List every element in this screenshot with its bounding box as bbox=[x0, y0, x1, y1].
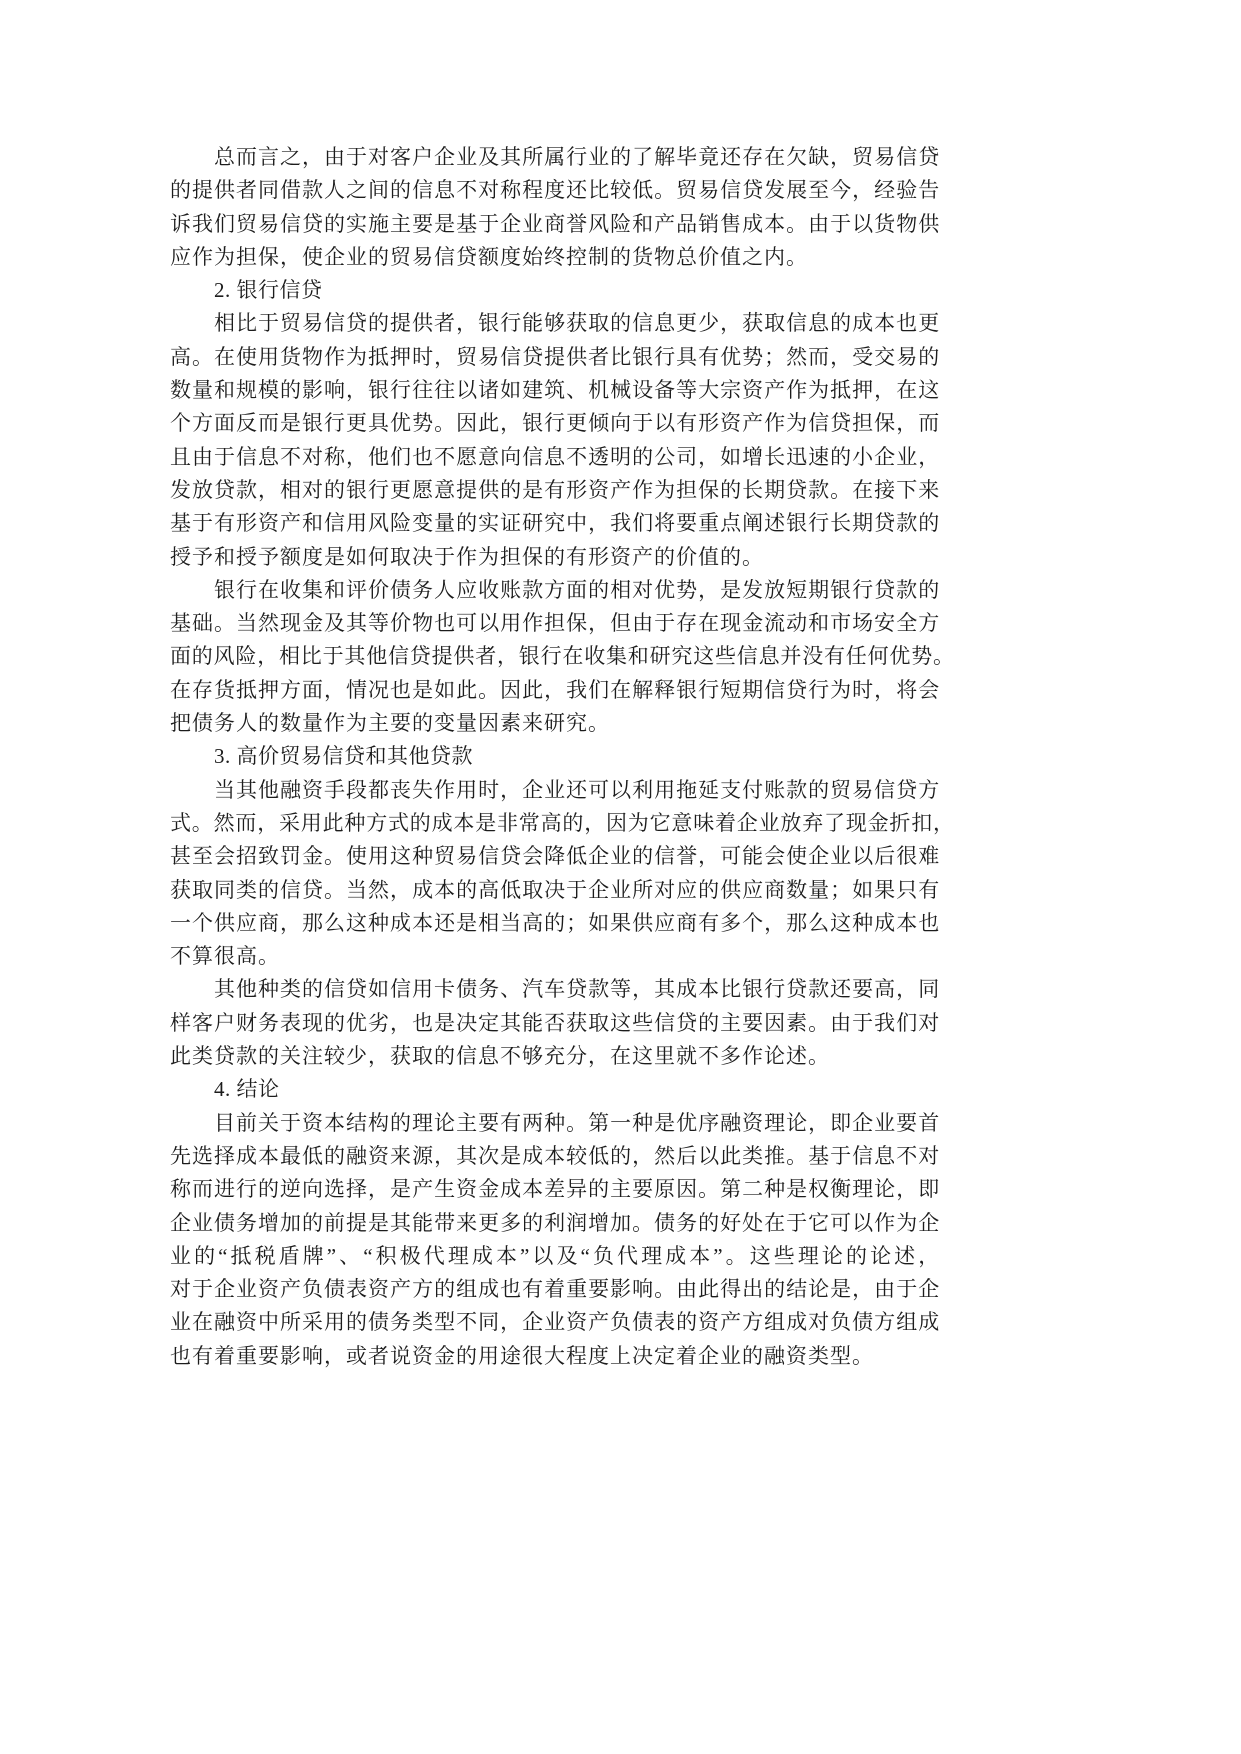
paragraph-line: 高。在使用货物作为抵押时，贸易信贷提供者比银行具有优势；然而，受交易的 bbox=[170, 344, 940, 369]
paragraph-line: 面的风险，相比于其他信贷提供者，银行在收集和研究这些信息并没有任何优势。 bbox=[170, 644, 955, 669]
paragraph-line: 当其他融资手段都丧失作用时，企业还可以利用拖延支付账款的贸易信贷方 bbox=[214, 777, 940, 802]
section-heading-conclusion: 4. 结论 bbox=[214, 1077, 280, 1102]
paragraph-line: 其他种类的信贷如信用卡债务、汽车贷款等，其成本比银行贷款还要高，同 bbox=[214, 977, 940, 1002]
paragraph-line: 个方面反而是银行更具优势。因此，银行更倾向于以有形资产作为信贷担保，而 bbox=[170, 411, 940, 436]
paragraph-line: 的提供者同借款人之间的信息不对称程度还比较低。贸易信贷发展至今，经验告 bbox=[170, 178, 940, 203]
paragraph-line: 且由于信息不对称，他们也不愿意向信息不透明的公司，如增长迅速的小企业， bbox=[170, 444, 940, 469]
paragraph-line: 应作为担保，使企业的贸易信贷额度始终控制的货物总价值之内。 bbox=[170, 244, 808, 269]
paragraph-line: 银行在收集和评价债务人应收账款方面的相对优势，是发放短期银行贷款的 bbox=[214, 577, 940, 602]
paragraph-trade-credit-summary bbox=[170, 141, 940, 274]
paragraph-line: 称而进行的逆向选择，是产生资金成本差异的主要原因。第二种是权衡理论，即 bbox=[170, 1177, 940, 1202]
paragraph-line: 一个供应商，那么这种成本还是相当高的；如果供应商有多个，那么这种成本也 bbox=[170, 910, 940, 935]
paragraph-costly-trade-credit bbox=[170, 774, 955, 974]
paragraph-line: 相比于贸易信贷的提供者，银行能够获取的信息更少，获取信息的成本也更 bbox=[214, 311, 940, 336]
paragraph-line: 数量和规模的影响，银行往往以诸如建筑、机械设备等大宗资产作为抵押，在这 bbox=[170, 378, 940, 403]
paragraph-line: 也有着重要影响，或者说资金的用途很大程度上决定着企业的融资类型。 bbox=[170, 1343, 874, 1368]
paragraph-line: 获取同类的信贷。当然，成本的高低取决于企业所对应的供应商数量；如果只有 bbox=[170, 877, 940, 902]
paragraph-line: 此类贷款的关注较少，获取的信息不够充分，在这里就不多作论述。 bbox=[170, 1044, 830, 1069]
paragraph-other-credit bbox=[170, 973, 940, 1073]
document-body bbox=[170, 141, 955, 1373]
paragraph-line: 业的“抵税盾牌”、“积极代理成本”以及“负代理成本”。这些理论的论述， bbox=[170, 1243, 940, 1268]
paragraph-line: 在存货抵押方面，情况也是如此。因此，我们在解释银行短期信贷行为时，将会 bbox=[170, 677, 940, 702]
paragraph-line: 业在融资中所采用的债务类型不同，企业资产负债表的资产方组成对负债方组成 bbox=[170, 1310, 940, 1335]
paragraph-line: 基于有形资产和信用风险变量的实证研究中，我们将要重点阐述银行长期贷款的 bbox=[170, 511, 940, 536]
paragraph-line: 式。然而，采用此种方式的成本是非常高的，因为它意味着企业放弃了现金折扣， bbox=[170, 810, 955, 835]
paragraph-line: 企业债务增加的前提是其能带来更多的利润增加。债务的好处在于它可以作为企 bbox=[170, 1210, 940, 1235]
paragraph-line: 把债务人的数量作为主要的变量因素来研究。 bbox=[170, 711, 610, 736]
section-heading-costly-trade-credit: 3. 高价贸易信贷和其他贷款 bbox=[214, 744, 473, 769]
section-heading-bank-credit: 2. 银行信贷 bbox=[214, 278, 323, 303]
paragraph-line: 诉我们贸易信贷的实施主要是基于企业商誉风险和产品销售成本。由于以货物供 bbox=[170, 211, 940, 236]
paragraph-line: 发放贷款，相对的银行更愿意提供的是有形资产作为担保的长期贷款。在接下来 bbox=[170, 477, 940, 502]
paragraph-bank-short-term bbox=[170, 574, 955, 740]
paragraph-line: 甚至会招致罚金。使用这种贸易信贷会降低企业的信誉，可能会使企业以后很难 bbox=[170, 844, 940, 869]
paragraph-line: 目前关于资本结构的理论主要有两种。第一种是优序融资理论，即企业要首 bbox=[214, 1110, 940, 1135]
paragraph-line: 基础。当然现金及其等价物也可以用作担保，但由于存在现金流动和市场安全方 bbox=[170, 611, 940, 636]
paragraph-line: 授予和授予额度是如何取决于作为担保的有形资产的价值的。 bbox=[170, 544, 764, 569]
paragraph-bank-credit bbox=[170, 307, 940, 573]
paragraph-line: 先选择成本最低的融资来源，其次是成本较低的，然后以此类推。基于信息不对 bbox=[170, 1143, 940, 1168]
paragraph-conclusion bbox=[170, 1107, 940, 1373]
paragraph-line: 不算很高。 bbox=[170, 944, 280, 969]
paragraph-line: 总而言之，由于对客户企业及其所属行业的了解毕竟还存在欠缺，贸易信贷 bbox=[214, 145, 940, 169]
paragraph-line: 样客户财务表现的优劣，也是决定其能否获取这些信贷的主要因素。由于我们对 bbox=[170, 1010, 940, 1035]
paragraph-line: 对于企业资产负债表资产方的组成也有着重要影响。由此得出的结论是，由于企 bbox=[170, 1277, 940, 1302]
